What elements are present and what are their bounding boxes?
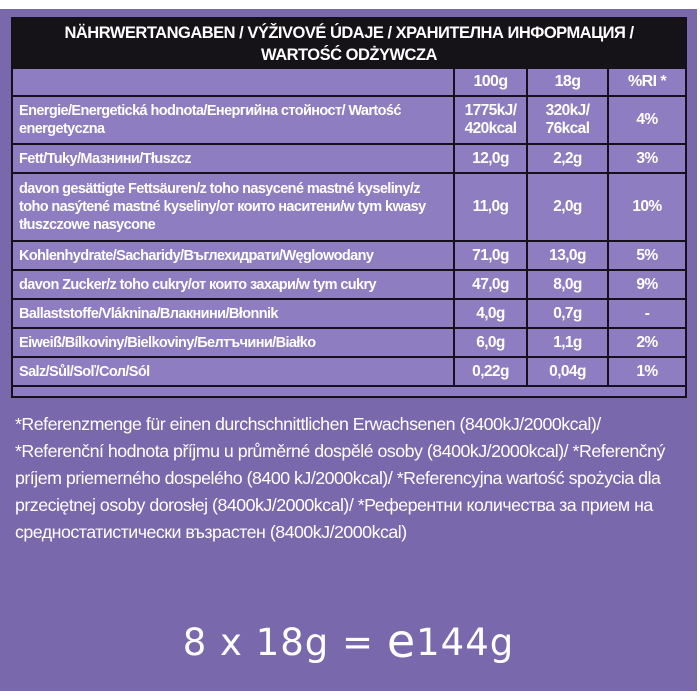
header-cell-ri: %RI * (608, 69, 685, 96)
title-line-2: WARTOŚĆ ODŻYWCZA (261, 46, 437, 64)
row-value-ri: 9% (608, 270, 685, 299)
table-row-saturated-fat (13, 173, 685, 241)
row-value-100g: 4,0g (454, 299, 527, 328)
row-value-ri: 4% (608, 96, 685, 144)
row-value-100g: 1775kJ/ 420kcal (454, 96, 527, 144)
table-title (13, 19, 685, 69)
row-value-ri: 1% (608, 357, 685, 386)
row-label: Kohlenhydrate/Sacharidy/Въглехидрати/Węglowodany (13, 241, 454, 270)
nutrition-table-container (11, 17, 687, 398)
row-value-ri: 10% (608, 173, 685, 241)
row-value-18g: 320kJ/ 76kcal (527, 96, 608, 144)
row-label: Fett/Tuky/Мазнини/Tłuszcz (13, 144, 454, 173)
table-row-protein (13, 328, 685, 357)
pack-size-total: 144g (416, 621, 515, 664)
table-row-fat (13, 144, 685, 173)
row-label: Salz/Sůl/Soľ/Сол/Sól (13, 357, 454, 386)
row-value-100g: 12,0g (454, 144, 527, 173)
row-value-100g: 47,0g (454, 270, 527, 299)
row-value-18g: 1,1g (527, 328, 608, 357)
row-value-18g: 2,0g (527, 173, 608, 241)
row-value-18g: 13,0g (527, 241, 608, 270)
row-value-100g: 0,22g (454, 357, 527, 386)
table-row-energy (13, 96, 685, 144)
table-row-salt (13, 357, 685, 386)
row-value-18g: 8,0g (527, 270, 608, 299)
table-row-fibre (13, 299, 685, 328)
nutrition-panel (0, 9, 697, 691)
header-cell-18g: 18g (527, 69, 608, 96)
row-label: Energie/Energetická hodnota/Енергийна стойност/ Wartość energetyczna (13, 96, 454, 144)
estimated-sign-icon: e (386, 614, 417, 668)
nutrition-table (13, 69, 685, 387)
row-value-18g: 0,7g (527, 299, 608, 328)
row-label: davon gesättigte Fettsäuren/z toho nasycené mastné kyseliny/z toho nasýtené mastné kyseliny/от които наситени/w tym kwasy tłuszczowe nasycone (13, 173, 454, 241)
row-value-18g: 2,2g (527, 144, 608, 173)
table-header-row (13, 69, 685, 96)
reference-intake-footnote: *Referenzmenge für einen durchschnittlichen Erwachsenen (8400kJ/2000kcal)/ *Referenční hodnota příjmu u průměrné dospělé osoby (8400kJ/2000kcal)/ *Referenčný príjem priemerného dospelého (8400 kJ/2000kcal)/ *Referencyjna wartość spożycia dla przeciętnej osoby dorosłej (8400kJ/2000kcal)/ *Референтни количества за прием на средностатистически възрастен (8400kJ/2000kcal) (15, 414, 665, 542)
title-line-1: NÄHRWERTANGABEN / VÝŽIVOVÉ ÚDAJE / ХРАНИТЕЛНА ИНФОРМАЦИЯ / (64, 24, 634, 42)
row-value-18g: 0,04g (527, 357, 608, 386)
row-value-ri: 2% (608, 328, 685, 357)
row-value-ri: 3% (608, 144, 685, 173)
row-value-100g: 6,0g (454, 328, 527, 357)
row-label: Ballaststoffe/Vláknina/Влакнини/Błonnik (13, 299, 454, 328)
header-cell-100g: 100g (454, 69, 527, 96)
row-value-100g: 11,0g (454, 173, 527, 241)
row-label: davon Zucker/z toho cukry/от които захари/w tym cukry (13, 270, 454, 299)
row-label: Eiweiß/Bílkoviny/Bielkoviny/Белтъчини/Białko (13, 328, 454, 357)
row-value-ri: 5% (608, 241, 685, 270)
row-value-ri: - (608, 299, 685, 328)
pack-size-prefix: 8 x 18g = (182, 621, 387, 664)
header-cell-label (13, 69, 454, 96)
table-row-carbohydrates (13, 241, 685, 270)
row-value-100g: 71,0g (454, 241, 527, 270)
pack-size (0, 612, 697, 666)
table-row-sugars (13, 270, 685, 299)
